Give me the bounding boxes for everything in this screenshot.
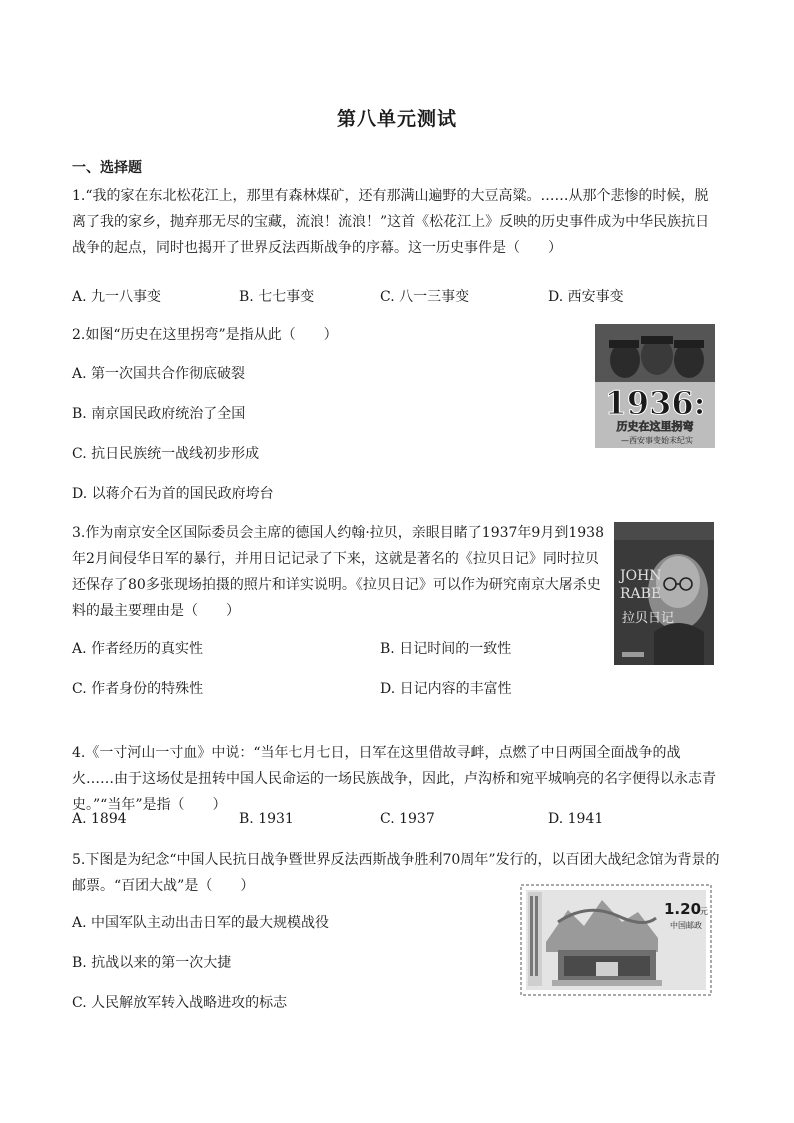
question-3-option-a[interactable]: A. 作者经历的真实性	[72, 641, 204, 657]
question-4-option-b[interactable]: B. 1931	[239, 811, 294, 827]
book-cover-year: 1936:	[604, 384, 706, 422]
question-5-option-c[interactable]: C. 人民解放军转入战略进攻的标志	[72, 995, 288, 1011]
question-1-option-d[interactable]: D. 西安事变	[548, 289, 624, 305]
book-cover-subtitle: 历史在这里拐弯	[616, 420, 694, 433]
question-2-stem: 2.如图“历史在这里拐弯”是指从此（ ）	[72, 327, 338, 343]
commemorative-stamp-image	[518, 882, 714, 998]
question-2-option-d[interactable]: D. 以蒋介石为首的国民政府垮台	[72, 486, 274, 502]
question-5-stem: 5.下图是为纪念“中国人民抗日战争暨世界反法西斯战争胜利70周年”发行的，以百团大战纪念馆为背景的邮票。“百团大战”是（ ）	[72, 852, 720, 894]
stamp-value: 1.20	[664, 900, 702, 918]
question-2-option-c[interactable]: C. 抗日民族统一战线初步形成	[72, 446, 260, 462]
page-title: 第八单元测试	[336, 108, 457, 130]
question-3-stem: 3.作为南京安全区国际委员会主席的德国人约翰·拉贝，亲眼目睹了1937年9月到1938年2月间侵华日军的暴行，并用日记记录了下来，这就是著名的《拉贝日记》同时拉贝还保存了80多张现场拍摄的照片和详实说明。《拉贝日记》可以作为研究南京大屠杀史料的最主要理由是（ ）	[72, 525, 604, 619]
question-3-option-c[interactable]: C. 作者身份的特殊性	[72, 681, 204, 697]
question-3-option-b[interactable]: B. 日记时间的一致性	[380, 641, 512, 657]
question-5-option-a[interactable]: A. 中国军队主动出击日军的最大规模战役	[72, 915, 330, 931]
rabe-diary-cover-image	[614, 522, 714, 665]
question-1-option-a[interactable]: A. 九一八事变	[72, 289, 162, 305]
question-1-stem: 1.“我的家在东北松花江上，那里有森林煤矿，还有那满山遍野的大豆高粱。……从那个悲惨的时候，脱离了我的家乡，抛弃那无尽的宝藏，流浪！流浪！”这首《松花江上》反映的历史事件成为中华民族抗日战争的起点，同时也揭开了世界反法西斯战争的序幕。这一历史事件是（ ）	[72, 188, 710, 256]
cover-chinese-title: 拉贝日记	[622, 611, 675, 626]
section-heading: 一、选择题	[72, 160, 142, 176]
cover-name-line1: JOHN	[620, 568, 662, 584]
question-4-stem: 4.《一寸河山一寸血》中说：“当年七月七日，日军在这里借故寻衅，点燃了中日两国全面战争的战火……由于这场仗是扭转中国人民命运的一场民族战争，因此，卢沟桥和宛平城响亮的名字便得以永志青史。”“当年”是指（ ）	[72, 745, 716, 813]
stamp-country: 中国邮政	[670, 921, 702, 930]
question-3-option-d[interactable]: D. 日记内容的丰富性	[380, 681, 512, 697]
question-4-option-d[interactable]: D. 1941	[548, 811, 604, 827]
question-2-option-b[interactable]: B. 南京国民政府统治了全国	[72, 406, 246, 422]
question-2-option-a[interactable]: A. 第一次国共合作彻底破裂	[72, 366, 246, 382]
question-5-option-b[interactable]: B. 抗战以来的第一次大捷	[72, 955, 232, 971]
question-1-option-b[interactable]: B. 七七事变	[239, 289, 315, 305]
question-4-option-c[interactable]: C. 1937	[380, 811, 435, 827]
cover-name-line2: RABE	[620, 586, 662, 602]
question-4-option-a[interactable]: A. 1894	[72, 811, 127, 827]
question-1-option-c[interactable]: C. 八一三事变	[380, 289, 470, 305]
stamp-unit: 元	[700, 907, 708, 916]
book-cover-caption: —西安事变始末纪实	[621, 436, 693, 445]
book-cover-1936-image	[595, 324, 715, 448]
